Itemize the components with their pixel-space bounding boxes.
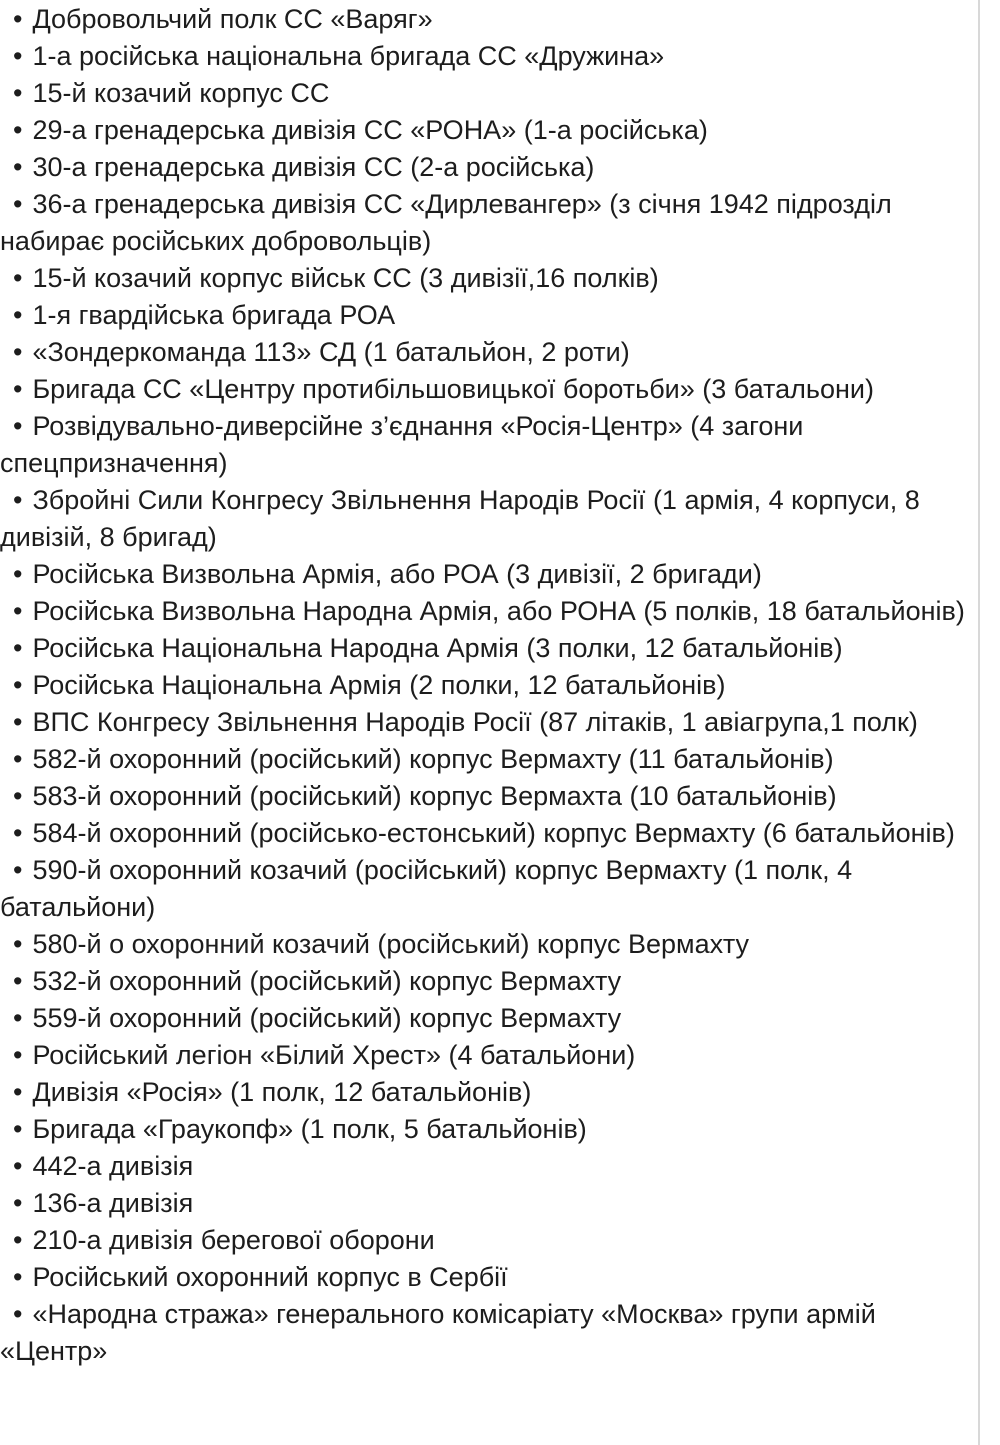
bullet-icon: • (13, 633, 23, 663)
bullet-icon: • (13, 1040, 23, 1070)
list-item-text: Розвідувально-диверсійне з’єднання «Росія-Центр» (4 загони спецпризначення) (0, 411, 804, 478)
bullet-icon: • (13, 818, 23, 848)
list-item-text: Збройні Сили Конгресу Звільнення Народів Росії (1 армія, 4 корпуси, 8 дивізій, 8 бригад) (0, 485, 920, 552)
list-item (0, 741, 966, 778)
bullet-icon: • (13, 4, 23, 34)
list-item-text: 584-й охоронний (російсько-естонський) корпус Вермахту (6 батальйонів) (32, 818, 955, 848)
bullet-icon: • (13, 411, 23, 441)
bullet-icon: • (13, 337, 23, 367)
list-item-text: 36-а гренадерська дивізія СС «Дирлевангер» (з січня 1942 підрозділ набирає російських добровольців) (0, 189, 892, 256)
bullet-icon: • (13, 929, 23, 959)
bullet-icon: • (13, 374, 23, 404)
list-item (0, 112, 966, 149)
list-item-text: 442-а дивізія (32, 1151, 194, 1181)
list-item-text: Бригада «Граукопф» (1 полк, 5 батальйонів) (32, 1114, 587, 1144)
list-item-text: 559-й охоронний (російський) корпус Вермахту (32, 1003, 622, 1033)
list-item (0, 482, 966, 556)
list-item-text: «Народна стража» генерального комісаріату «Москва» групи армій «Центр» (0, 1299, 876, 1366)
list-item (0, 852, 966, 926)
list-item-text: ВПС Конгресу Звільнення Народів Росії (87 літаків, 1 авіагрупа,1 полк) (32, 707, 918, 737)
list-item (0, 963, 966, 1000)
bullet-icon: • (13, 1225, 23, 1255)
list-item (0, 704, 966, 741)
bullet-icon: • (13, 855, 23, 885)
list-item (0, 556, 966, 593)
list-item (0, 815, 966, 852)
list-item-text: 590-й охоронний козачий (російський) корпус Вермахту (1 полк, 4 батальйони) (0, 855, 853, 922)
list-item (0, 1000, 966, 1037)
list-item (0, 38, 966, 75)
list-item (0, 778, 966, 815)
list-item-text: 210-а дивізія берегової оборони (32, 1225, 435, 1255)
list-item (0, 1148, 966, 1185)
bullet-icon: • (13, 1114, 23, 1144)
list-item (0, 334, 966, 371)
bullet-icon: • (13, 1299, 23, 1329)
list-item (0, 297, 966, 334)
bullet-icon: • (13, 966, 23, 996)
list-item-text: 30-а гренадерська дивізія СС (2-а російська) (32, 152, 595, 182)
bullet-icon: • (13, 1262, 23, 1292)
bullet-icon: • (13, 670, 23, 700)
bullet-icon: • (13, 707, 23, 737)
bullet-icon: • (13, 115, 23, 145)
bullet-icon: • (13, 1003, 23, 1033)
list-item (0, 1, 966, 38)
list-item (0, 408, 966, 482)
list-item-text: Добровольчий полк СС «Варяг» (32, 4, 433, 34)
bullet-icon: • (13, 1151, 23, 1181)
list-item-text: Російський охоронний корпус в Сербії (32, 1262, 508, 1292)
list-item-text: 580-й о охоронний козачий (російський) корпус Вермахту (32, 929, 749, 959)
list-item-text: Російська Національна Народна Армія (3 полки, 12 батальйонів) (32, 633, 843, 663)
bullet-icon: • (13, 263, 23, 293)
bullet-icon: • (13, 744, 23, 774)
bullet-icon: • (13, 559, 23, 589)
list-item (0, 1222, 966, 1259)
list-item (0, 667, 966, 704)
list-item-text: 1-я гвардійська бригада РОА (32, 300, 396, 330)
bullet-icon: • (13, 189, 23, 219)
list-item-text: 29-а гренадерська дивізія СС «РОНА» (1-а російська) (32, 115, 708, 145)
list-item-text: 1-а російська національна бригада СС «Дружина» (32, 41, 665, 71)
list-item (0, 926, 966, 963)
bullet-icon: • (13, 152, 23, 182)
list-item (0, 1074, 966, 1111)
list-item (0, 186, 966, 260)
list-item-text: Дивізія «Росія» (1 полк, 12 батальйонів) (32, 1077, 532, 1107)
bullet-icon: • (13, 1077, 23, 1107)
list-item (0, 75, 966, 112)
list-item (0, 1185, 966, 1222)
list-item-text: Бригада СС «Центру протибільшовицької боротьби» (3 батальони) (32, 374, 874, 404)
list-item (0, 1296, 966, 1370)
bullet-icon: • (13, 596, 23, 626)
list-item (0, 1037, 966, 1074)
list-item-text: Російська Визвольна Народна Армія, або РОНА (5 полків, 18 батальйонів) (32, 596, 965, 626)
list-item (0, 630, 966, 667)
list-item-text: 532-й охоронний (російський) корпус Вермахту (32, 966, 622, 996)
list-item-text: 15-й козачий корпус військ СС (3 дивізії,16 полків) (32, 263, 659, 293)
list-item-text: «Зондеркоманда 113» СД (1 батальйон, 2 роти) (32, 337, 630, 367)
bullet-icon: • (13, 485, 23, 515)
list-item (0, 371, 966, 408)
list-item (0, 260, 966, 297)
bullet-icon: • (13, 1188, 23, 1218)
military-units-list (0, 1, 966, 1370)
list-item-text: 583-й охоронний (російський) корпус Вермахта (10 батальйонів) (32, 781, 837, 811)
list-item-text: 582-й охоронний (російський) корпус Вермахту (11 батальйонів) (32, 744, 834, 774)
list-item-text: Російська Визвольна Армія, або РОА (3 дивізії, 2 бригади) (32, 559, 762, 589)
list-item (0, 1111, 966, 1148)
bullet-icon: • (13, 78, 23, 108)
list-item-text: 136-а дивізія (32, 1188, 194, 1218)
list-item-text: Російська Національна Армія (2 полки, 12 батальйонів) (32, 670, 726, 700)
bullet-icon: • (13, 300, 23, 330)
list-item-text: Російський легіон «Білий Хрест» (4 батальйони) (32, 1040, 636, 1070)
list-item (0, 149, 966, 186)
content-right-border (978, 0, 980, 1445)
list-item (0, 1259, 966, 1296)
bullet-icon: • (13, 41, 23, 71)
list-item-text: 15-й козачий корпус СС (32, 78, 330, 108)
list-item (0, 593, 966, 630)
bullet-icon: • (13, 781, 23, 811)
